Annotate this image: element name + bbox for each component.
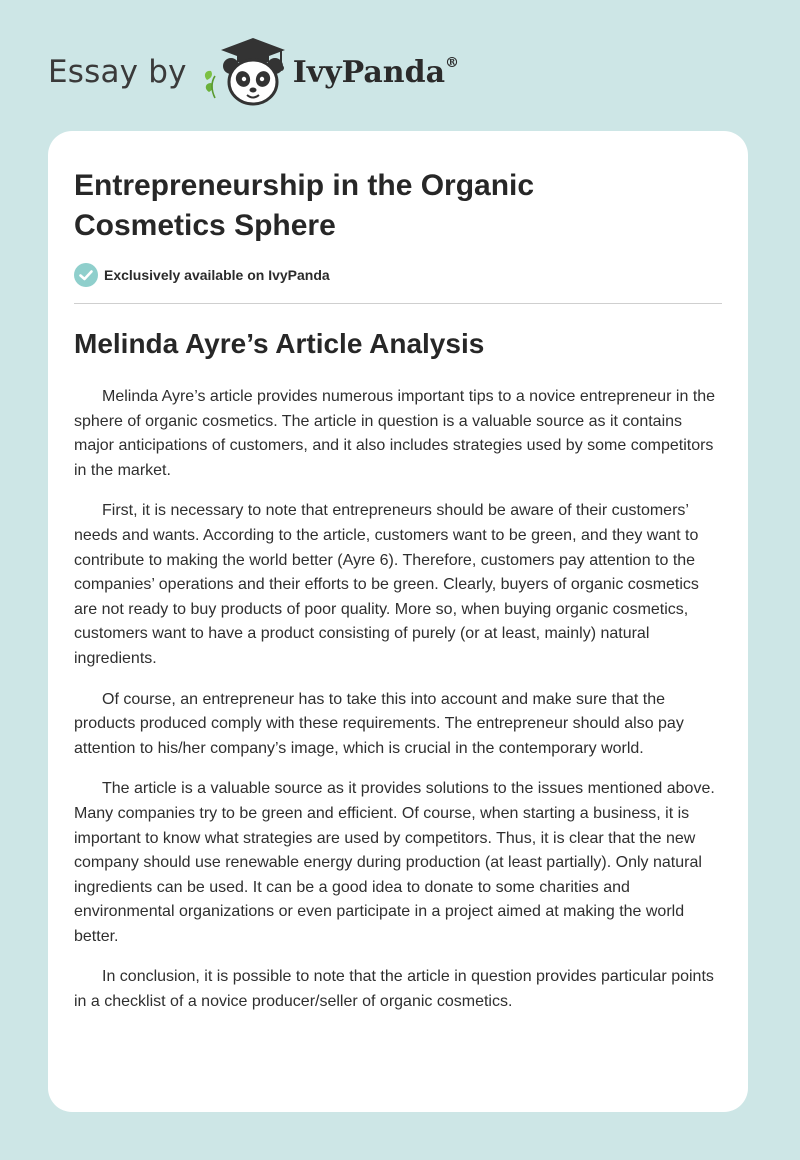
ivypanda-logo[interactable] bbox=[201, 36, 459, 108]
paragraph: In conclusion, it is possible to note that the article in question provides particular points in a checklist of a novice producer/seller of organic cosmetics. bbox=[74, 968, 714, 1011]
essay-card bbox=[48, 131, 748, 1112]
check-circle-icon bbox=[74, 263, 98, 287]
paragraph: The article is a valuable source as it provides solutions to the issues mentioned above. Many companies try to be green and efficient. Of course, when starting a business, it is important to know what strategies are used by competitors. Thus, it is clear that the new company should use renewable energy during production (at least partially). Only natural ingredients can be used. It can be a good idea to donate to some charities and environmental organizations or even participate in a project aimed at making the world better. bbox=[74, 780, 715, 945]
paragraph: Melinda Ayre’s article provides numerous important tips to a novice entrepreneur in the sphere of organic cosmetics. The article in question is a valuable source as it contains major anticipations of customers, and it also includes strategies used by some competitors in the market. bbox=[74, 388, 716, 479]
page-title: Entrepreneurship in the Organic Cosmetics Sphere bbox=[74, 169, 535, 242]
paragraph: First, it is necessary to note that entrepreneurs should be aware of their customers’ needs and wants. According to the article, customers want to be green, and they want to contribute to making the world better (Ayre 6). Therefore, customers pay attention to the companies’ operations and their efforts to be green. Clearly, buyers of organic cosmetics are not ready to buy products of poor quality. More so, when buying organic cosmetics, customers want to have a product consisting of purely (or at least, mainly) natural ingredients. bbox=[74, 502, 699, 667]
essay-by-label: Essay by bbox=[48, 54, 187, 90]
brand-name: IvyPanda® bbox=[292, 54, 460, 90]
paragraph: Of course, an entrepreneur has to take this into account and make sure that the products produced comply with these requirements. The entrepreneur should also pay attention to his/her company’s image, which is crucial in the contemporary world. bbox=[74, 690, 684, 757]
panda-graduate-icon bbox=[201, 36, 287, 108]
badge-label: Exclusively available on IvyPanda bbox=[104, 267, 330, 283]
divider bbox=[74, 303, 722, 304]
site-header bbox=[48, 36, 459, 108]
exclusive-badge bbox=[74, 263, 330, 287]
article-body bbox=[74, 385, 726, 1031]
section-heading: Melinda Ayre’s Article Analysis bbox=[74, 328, 485, 359]
